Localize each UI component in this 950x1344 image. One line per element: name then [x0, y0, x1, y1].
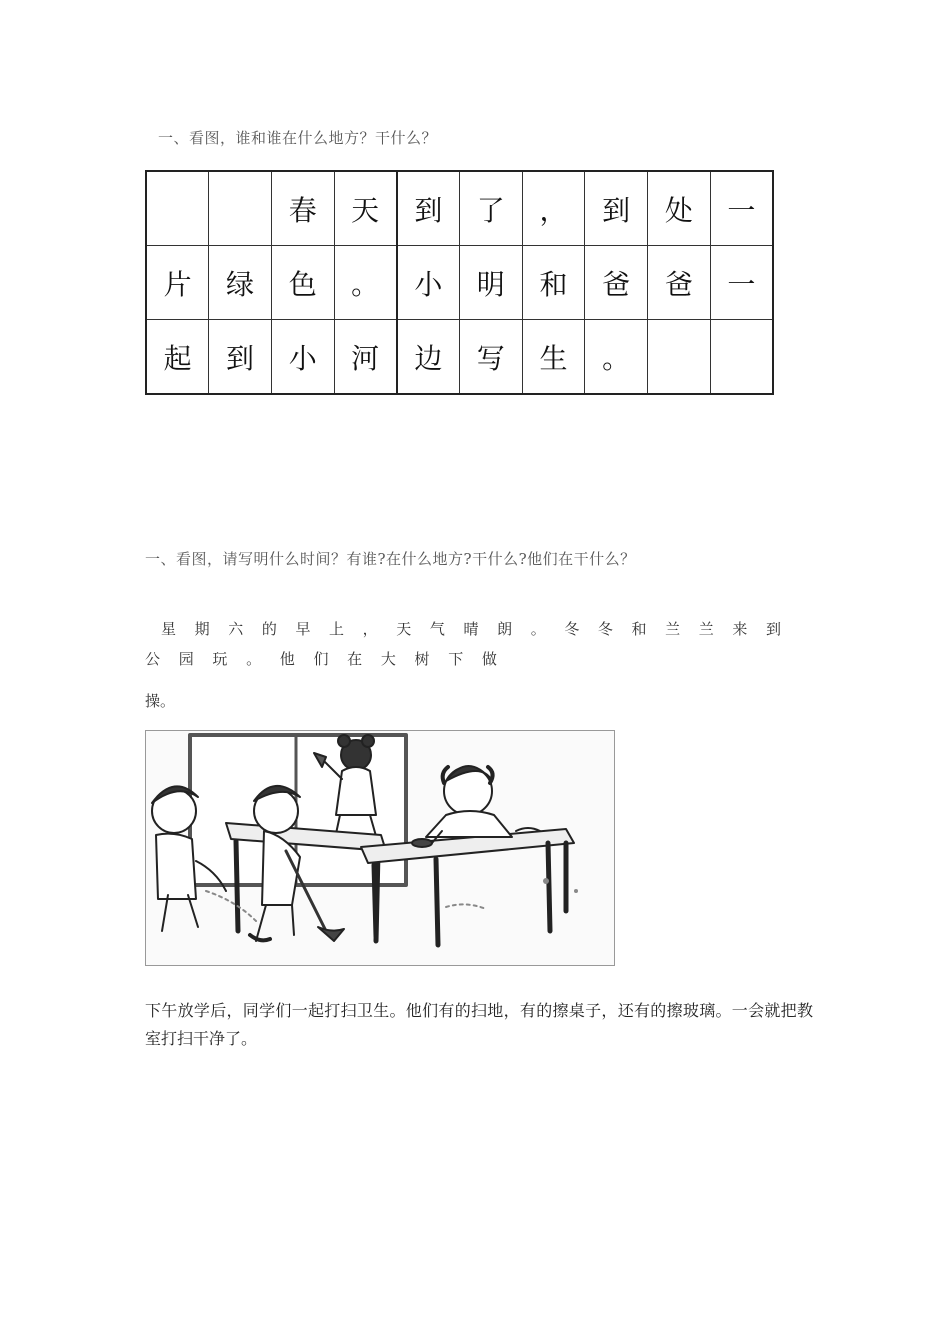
story-char: 树 [414, 650, 430, 668]
story-char: 和 [631, 620, 647, 638]
story-char: 大 [380, 650, 396, 668]
section-2-heading: 一、看图，请写明什么时间？有谁?在什么地方?干什么?他们在干什么？ [145, 550, 636, 568]
story-char: 。 [246, 650, 262, 668]
grid-cell: 起 [146, 320, 209, 395]
grid-cell: 春 [271, 171, 334, 246]
grid-cell [146, 171, 209, 246]
grid-cell: 河 [334, 320, 397, 395]
grid-cell [209, 171, 272, 246]
classroom-cleaning-illustration [145, 730, 615, 966]
story-char: 兰 [698, 620, 714, 638]
story-1-line-2 [145, 648, 497, 669]
grid-cell: 一 [710, 171, 773, 246]
grid-row [146, 320, 773, 395]
story-char: 在 [347, 650, 363, 668]
story-char: 公 [145, 650, 161, 668]
story-1-line-1 [161, 618, 781, 639]
story-char: 冬 [564, 620, 580, 638]
section-1-heading: 一、看图，谁和谁在什么地方？干什么？ [158, 129, 438, 147]
grid-cell: 片 [146, 246, 209, 320]
story-char: 们 [313, 650, 329, 668]
story-char: 兰 [665, 620, 681, 638]
grid-cell: 到 [397, 171, 460, 246]
grid-cell: 写 [459, 320, 522, 395]
grid-cell: 和 [522, 246, 585, 320]
story-1-line-3: 操。 [145, 692, 176, 710]
grid-row [146, 171, 773, 246]
grid-row [146, 246, 773, 320]
story-char: 做 [481, 650, 497, 668]
story-char: 。 [530, 620, 546, 638]
grid-cell: 绿 [209, 246, 272, 320]
grid-cell: 。 [334, 246, 397, 320]
grid-cell: 小 [397, 246, 460, 320]
grid-cell: 到 [585, 171, 648, 246]
grid-cell: 色 [271, 246, 334, 320]
writing-grid [145, 170, 774, 395]
grid-cell: 天 [334, 171, 397, 246]
story-char: 来 [732, 620, 748, 638]
grid-cell [648, 320, 711, 395]
story-char: 晴 [463, 620, 479, 638]
story-char: 天 [396, 620, 412, 638]
grid-cell [710, 320, 773, 395]
grid-cell: 处 [648, 171, 711, 246]
story-char: 早 [295, 620, 311, 638]
story-char: 冬 [597, 620, 613, 638]
story-char: 他 [279, 650, 295, 668]
grid-cell: 到 [209, 320, 272, 395]
story-char: 朗 [497, 620, 513, 638]
grid-cell: 明 [459, 246, 522, 320]
grid-cell: 了 [459, 171, 522, 246]
grid-cell: 边 [397, 320, 460, 395]
story-char: 玩 [212, 650, 228, 668]
grid-cell: 小 [271, 320, 334, 395]
grid-cell: ， [522, 171, 585, 246]
story-char: 上 [329, 620, 345, 638]
story-2-text: 下午放学后，同学们一起打扫卫生。他们有的扫地，有的擦桌子，还有的擦玻璃。一会就把教室打扫干净了。 [145, 1001, 813, 1048]
story-char: 园 [178, 650, 194, 668]
grid-cell: 爸 [585, 246, 648, 320]
story-char: 期 [194, 620, 210, 638]
story-char: 气 [429, 620, 445, 638]
story-char: ， [362, 620, 378, 638]
grid-cell: 生 [522, 320, 585, 395]
grid-cell: 。 [585, 320, 648, 395]
grid-cell: 爸 [648, 246, 711, 320]
grid-cell: 一 [710, 246, 773, 320]
story-char: 星 [161, 620, 177, 638]
story-char: 六 [228, 620, 244, 638]
story-char: 到 [765, 620, 781, 638]
story-char: 下 [448, 650, 464, 668]
story-char: 的 [261, 620, 277, 638]
